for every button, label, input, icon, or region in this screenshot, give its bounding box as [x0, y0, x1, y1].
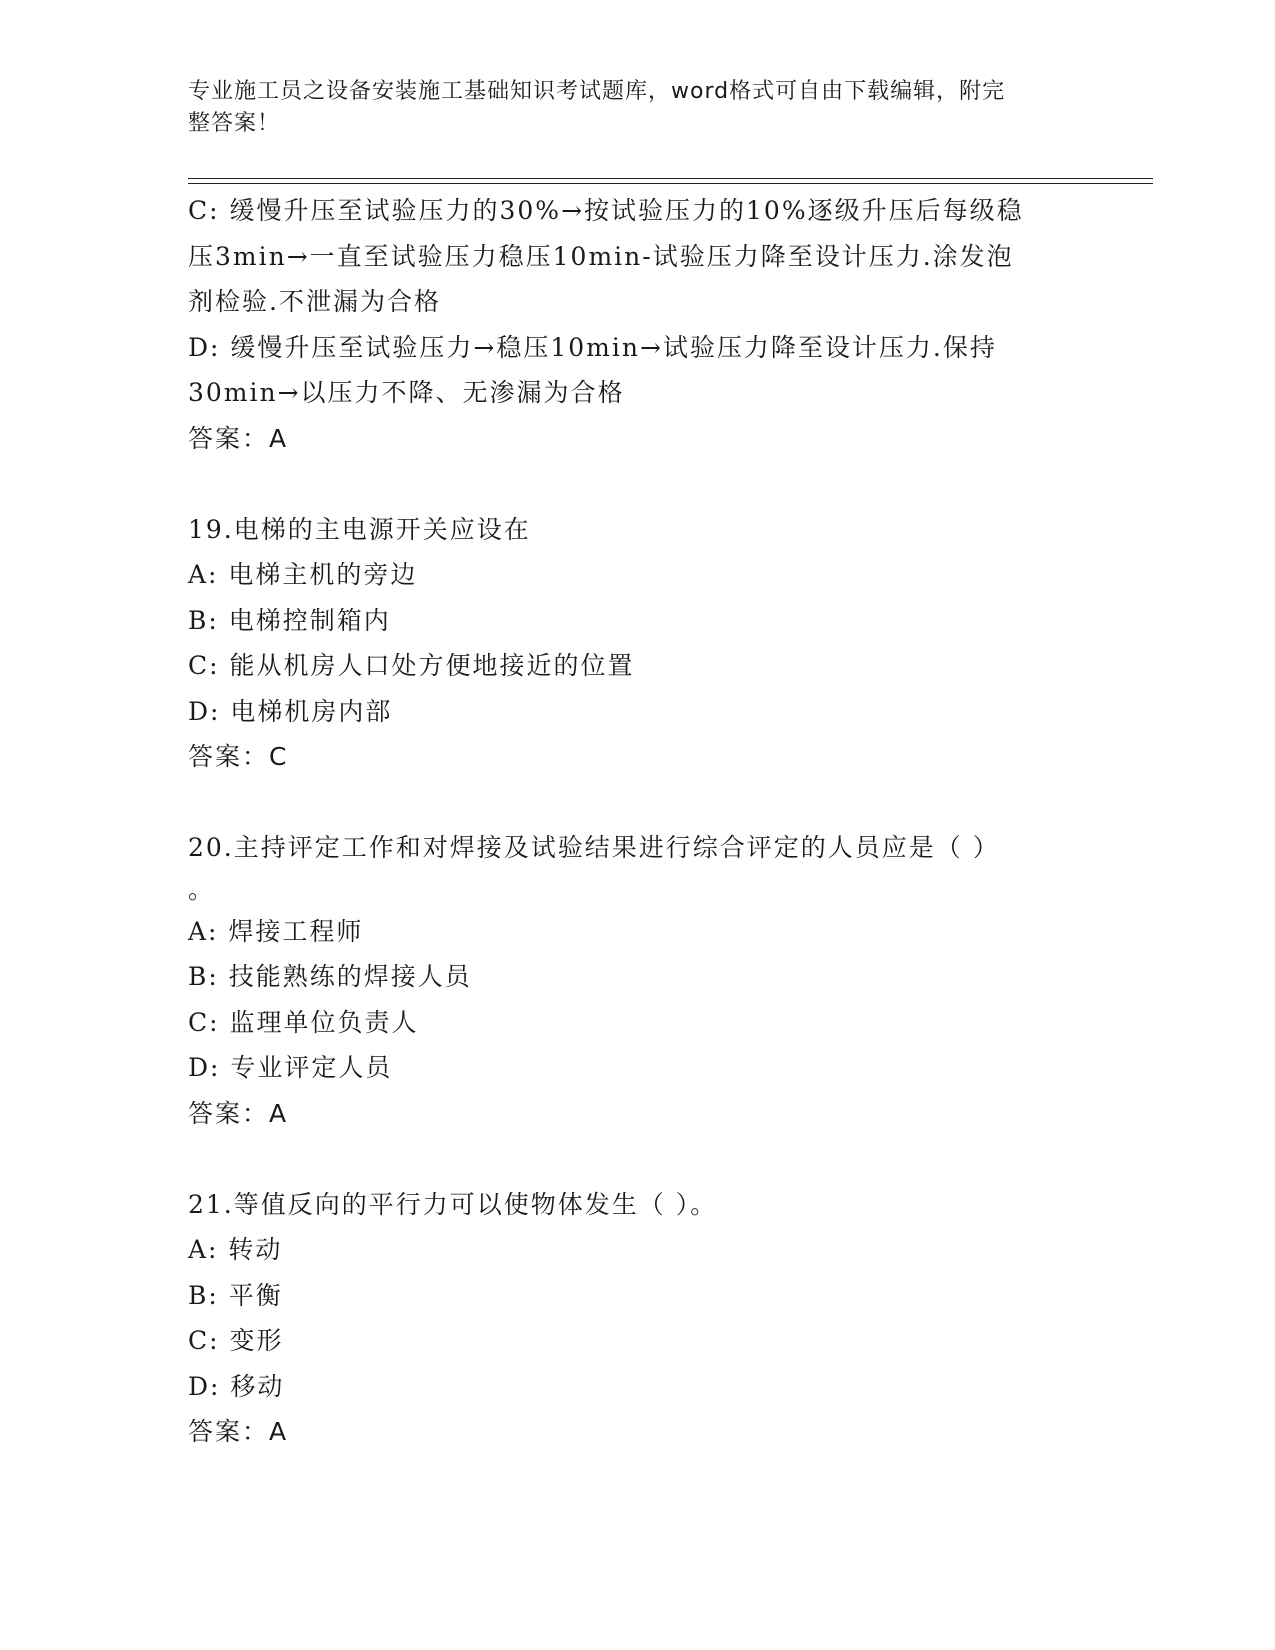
- option-d: D: 电梯机房内部: [188, 696, 393, 726]
- option-d: D: 专业评定人员: [188, 1053, 393, 1082]
- question-stem: 20.主持评定工作和对焊接及试验结果进行综合评定的人员应是（ ）: [188, 833, 1000, 862]
- prev-question-block: [188, 188, 1068, 461]
- answer-line: 答案：A: [188, 423, 289, 453]
- option-a: A: 转动: [188, 1235, 283, 1264]
- option-c: C: 能从机房人口处方便地接近的位置: [188, 651, 635, 680]
- spacer: [188, 461, 1068, 507]
- question-20: [188, 825, 1068, 1136]
- option-d-line-1: D: 缓慢升压至试验压力→稳压10min→试验压力降至设计压力.保持: [188, 332, 997, 362]
- header-divider-bottom: [188, 183, 1153, 184]
- question-19: [188, 507, 1068, 780]
- option-c-line-2: 压3min→一直至试验压力稳压10min-试验压力降至设计压力.涂发泡: [188, 241, 1014, 271]
- question-stem-continued: 。: [188, 874, 216, 904]
- question-stem: 19.电梯的主电源开关应设在: [188, 514, 531, 544]
- option-c: C: 监理单位负责人: [188, 1007, 419, 1037]
- header-line-2: 整答案！: [188, 111, 281, 136]
- option-b: B: 电梯控制箱内: [188, 605, 391, 635]
- answer-line: 答案：A: [188, 1098, 289, 1128]
- option-b: B: 平衡: [188, 1280, 283, 1310]
- answer-line: 答案：C: [188, 742, 289, 771]
- option-a: A: 电梯主机的旁边: [188, 560, 418, 589]
- option-b: B: 技能熟练的焊接人员: [188, 962, 472, 991]
- header-line-1: 专业施工员之设备安装施工基础知识考试题库，word格式可自由下载编辑，附完: [188, 79, 1006, 104]
- spacer: [188, 780, 1068, 826]
- option-a: A: 焊接工程师: [188, 916, 364, 946]
- document-header: [188, 76, 1068, 140]
- answer-line: 答案：A: [188, 1417, 289, 1446]
- document-body: [188, 188, 1068, 1455]
- spacer: [188, 1136, 1068, 1182]
- question-stem: 21.等值反向的平行力可以使物体发生（ ）。: [188, 1189, 718, 1219]
- question-21: [188, 1182, 1068, 1455]
- option-c-line-1: C: 缓慢升压至试验压力的30%→按试验压力的10%逐级升压后每级稳: [188, 196, 1024, 225]
- option-c: C: 变形: [188, 1326, 284, 1355]
- option-d-line-2: 30min→以压力不降、无渗漏为合格: [188, 378, 625, 407]
- header-divider-top: [188, 178, 1153, 179]
- option-c-line-3: 剂检验.不泄漏为合格: [188, 287, 441, 316]
- option-d: D: 移动: [188, 1371, 285, 1401]
